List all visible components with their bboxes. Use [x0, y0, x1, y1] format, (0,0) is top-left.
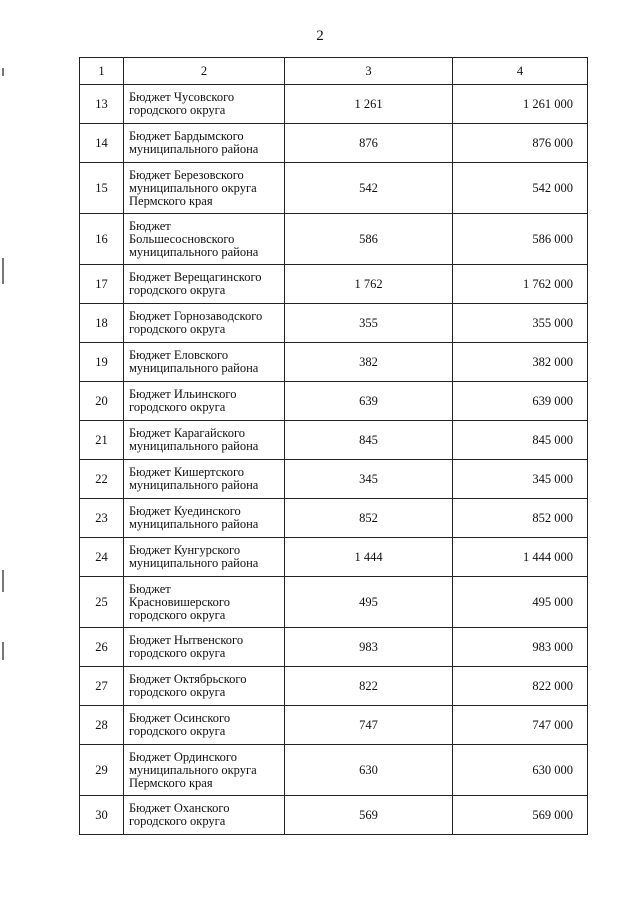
column-4-value: 983 000 [453, 628, 588, 667]
column-4-value: 1 261 000 [453, 85, 588, 124]
row-number: 19 [80, 343, 124, 382]
column-header-4: 4 [453, 58, 588, 85]
scan-edge-mark [2, 258, 4, 284]
column-3-value: 852 [285, 499, 453, 538]
budget-name: Бюджет Кишертского муниципального района [124, 460, 285, 499]
column-3-value: 983 [285, 628, 453, 667]
budget-allocation-table [79, 57, 588, 835]
table-row [80, 124, 588, 163]
column-3-value: 822 [285, 667, 453, 706]
column-3-value: 639 [285, 382, 453, 421]
table-row [80, 265, 588, 304]
budget-name: Бюджет Кунгурского муниципального района [124, 538, 285, 577]
column-3-value: 495 [285, 577, 453, 628]
column-3-value: 1 444 [285, 538, 453, 577]
budget-name: Бюджет Чусовского городского округа [124, 85, 285, 124]
row-number: 14 [80, 124, 124, 163]
row-number: 13 [80, 85, 124, 124]
row-number: 28 [80, 706, 124, 745]
column-header-3: 3 [285, 58, 453, 85]
row-number: 23 [80, 499, 124, 538]
budget-name: Бюджет Карагайского муниципального района [124, 421, 285, 460]
column-3-value: 747 [285, 706, 453, 745]
table-row [80, 499, 588, 538]
budget-name: Бюджет Октябрьского городского округа [124, 667, 285, 706]
scan-edge-mark [2, 570, 4, 592]
row-number: 16 [80, 214, 124, 265]
budget-name: Бюджет Оханского городского округа [124, 796, 285, 835]
table-row [80, 382, 588, 421]
scan-edge-mark [2, 68, 4, 76]
column-4-value: 747 000 [453, 706, 588, 745]
column-3-value: 876 [285, 124, 453, 163]
budget-name: Бюджет Бардымского муниципального района [124, 124, 285, 163]
budget-name: Бюджет Осинского городского округа [124, 706, 285, 745]
row-number: 26 [80, 628, 124, 667]
budget-name: Бюджет Ильинского городского округа [124, 382, 285, 421]
table-row [80, 796, 588, 835]
column-4-value: 586 000 [453, 214, 588, 265]
column-3-value: 845 [285, 421, 453, 460]
column-3-value: 542 [285, 163, 453, 214]
row-number: 27 [80, 667, 124, 706]
table-row [80, 538, 588, 577]
row-number: 21 [80, 421, 124, 460]
column-4-value: 852 000 [453, 499, 588, 538]
row-number: 17 [80, 265, 124, 304]
budget-name: Бюджет Куединского муниципального района [124, 499, 285, 538]
column-3-value: 569 [285, 796, 453, 835]
table-row [80, 421, 588, 460]
row-number: 29 [80, 745, 124, 796]
table-row [80, 163, 588, 214]
column-3-value: 586 [285, 214, 453, 265]
column-4-value: 569 000 [453, 796, 588, 835]
table-row [80, 628, 588, 667]
column-header-2: 2 [124, 58, 285, 85]
column-4-value: 1 444 000 [453, 538, 588, 577]
column-4-value: 1 762 000 [453, 265, 588, 304]
column-3-value: 382 [285, 343, 453, 382]
table-row [80, 214, 588, 265]
table-row [80, 460, 588, 499]
row-number: 20 [80, 382, 124, 421]
column-4-value: 876 000 [453, 124, 588, 163]
column-header-1: 1 [80, 58, 124, 85]
column-4-value: 495 000 [453, 577, 588, 628]
table-row [80, 706, 588, 745]
row-number: 30 [80, 796, 124, 835]
column-4-value: 355 000 [453, 304, 588, 343]
column-4-value: 382 000 [453, 343, 588, 382]
column-3-value: 1 762 [285, 265, 453, 304]
column-3-value: 345 [285, 460, 453, 499]
table-row [80, 85, 588, 124]
column-4-value: 639 000 [453, 382, 588, 421]
row-number: 18 [80, 304, 124, 343]
column-3-value: 355 [285, 304, 453, 343]
table-row [80, 577, 588, 628]
table-row [80, 745, 588, 796]
column-4-value: 542 000 [453, 163, 588, 214]
budget-name: Бюджет Большесосновского муниципального района [124, 214, 285, 265]
table-header-row [80, 58, 588, 85]
table-row [80, 304, 588, 343]
column-4-value: 345 000 [453, 460, 588, 499]
row-number: 15 [80, 163, 124, 214]
budget-name: Бюджет Красновишерского городского округа [124, 577, 285, 628]
column-3-value: 1 261 [285, 85, 453, 124]
budget-name: Бюджет Еловского муниципального района [124, 343, 285, 382]
budget-name: Бюджет Нытвенского городского округа [124, 628, 285, 667]
column-4-value: 822 000 [453, 667, 588, 706]
row-number: 24 [80, 538, 124, 577]
column-4-value: 630 000 [453, 745, 588, 796]
budget-name: Бюджет Верещагинского городского округа [124, 265, 285, 304]
column-3-value: 630 [285, 745, 453, 796]
budget-name: Бюджет Ординского муниципального округа Пермского края [124, 745, 285, 796]
table-row [80, 343, 588, 382]
page-number: 2 [316, 28, 324, 44]
budget-name: Бюджет Горнозаводского городского округа [124, 304, 285, 343]
row-number: 22 [80, 460, 124, 499]
budget-name: Бюджет Березовского муниципального округа Пермского края [124, 163, 285, 214]
row-number: 25 [80, 577, 124, 628]
table-row [80, 667, 588, 706]
column-4-value: 845 000 [453, 421, 588, 460]
scan-edge-mark [2, 642, 4, 660]
